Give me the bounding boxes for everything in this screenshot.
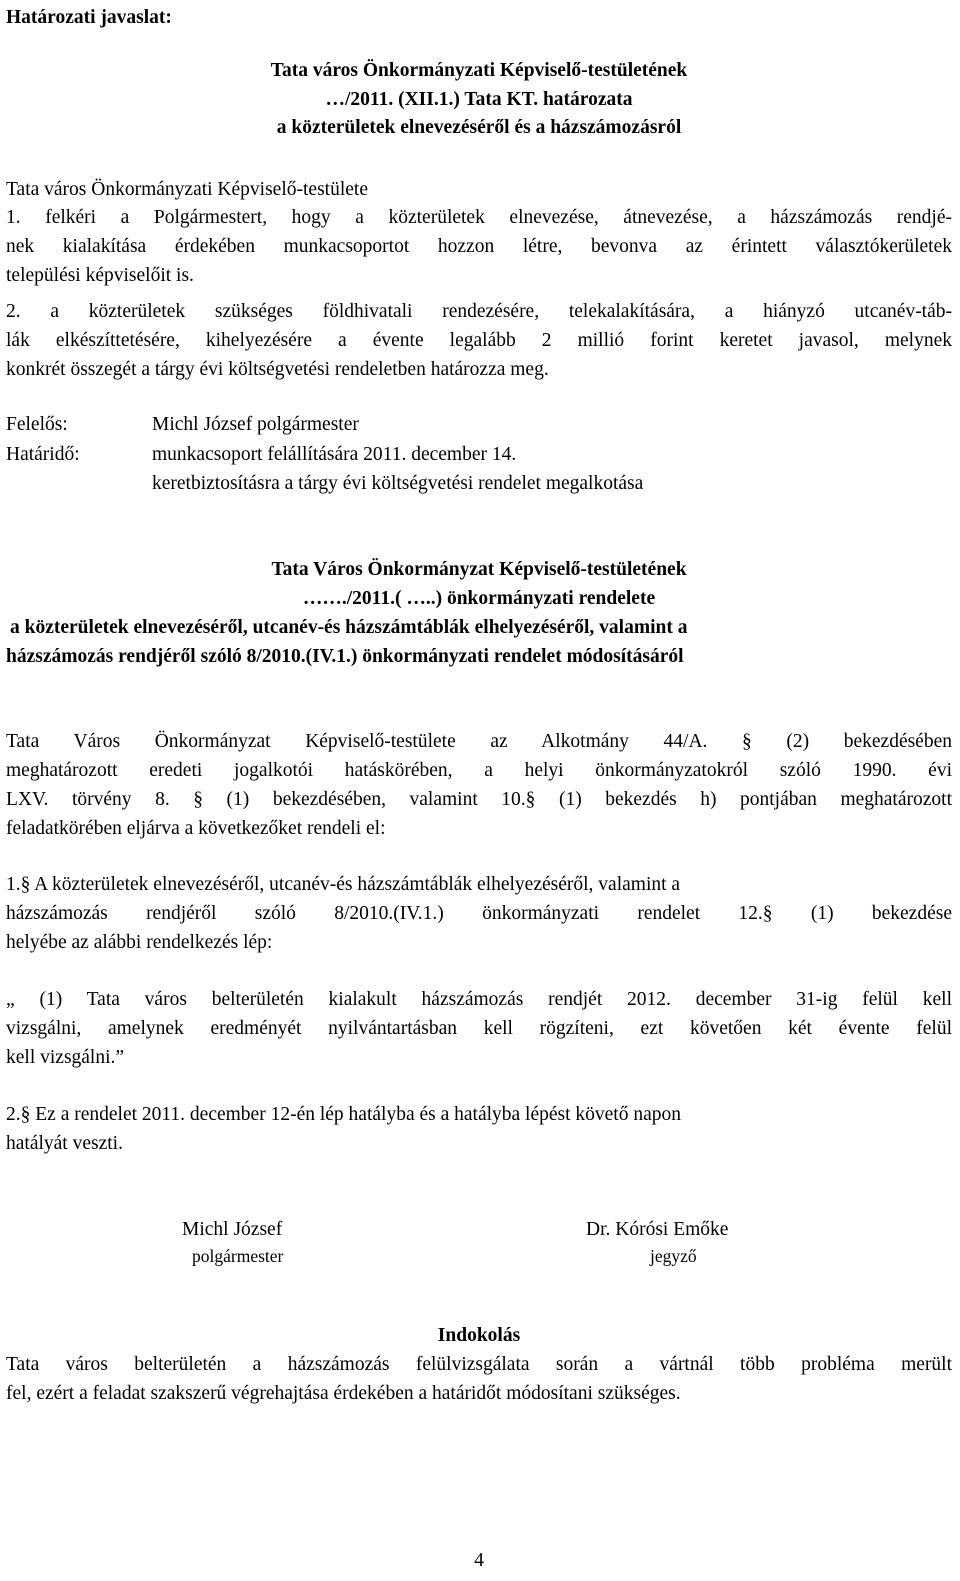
preamble-line-4: feladatkörében eljárva a következőket rendeli el: [6, 818, 386, 839]
item-1-line-3: települési képviselőit is. [6, 265, 194, 286]
deadline-label: Határidő: [6, 444, 80, 465]
signature-left-name: Michl József [182, 1219, 283, 1240]
decree-title-line-1: Tata Város Önkormányzat Képviselő-testületének [271, 559, 687, 580]
quote-line-3: kell vizsgálni.” [6, 1047, 125, 1068]
decree-title-line-3: a közterületek elnevezéséről, utcanév-és házszámtáblák elhelyezéséről, valamint a [10, 617, 688, 638]
decree-title-line-2: ……./2011.( …..) önkormányzati rendelete [302, 588, 656, 609]
deadline-value-2: keretbiztosításra a tárgy évi költségvetési rendelet megalkotása [152, 473, 644, 494]
responsible-value: Michl József polgármester [152, 414, 359, 435]
item-1-line-2: nek kialakítása érdekében munkacsoportot hozzon létre, bevonva az érintett választókerületek [6, 236, 952, 257]
deadline-value-1: munkacsoport felállítására 2011. december 14. [152, 444, 517, 465]
decree-title-line-4: házszámozás rendjéről szóló 8/2010.(IV.1.) önkormányzati rendelet módosításáról [6, 646, 684, 667]
responsible-label: Felelős: [6, 414, 68, 435]
item-2-line-2: lák elkészíttetésére, kihelyezésére a évente legalább 2 millió forint keretet javasol, melynek [6, 330, 952, 351]
justification-heading: Indokolás [437, 1325, 521, 1346]
justification-line-1: Tata város belterületén a házszámozás felülvizsgálata során a vártnál több probléma merült [6, 1354, 952, 1375]
page-number: 4 [474, 1550, 484, 1571]
signature-right-title: jegyző [650, 1246, 697, 1266]
council-line: Tata város Önkormányzati Képviselő-testülete [6, 179, 368, 200]
resolution-title-line-2: …/2011. (XII.1.) Tata KT. határozata [325, 89, 633, 110]
item-2-line-1: 2. a közterületek szükséges földhivatali rendezésére, telekalakítására, a hiányzó utcanév-táb- [6, 301, 952, 322]
item-1-line-1: 1. felkéri a Polgármestert, hogy a közterületek elnevezése, átnevezése, a házszámozás rendjé- [6, 207, 952, 228]
resolution-title-line-3: a közterületek elnevezéséről és a házszámozásról [276, 117, 682, 138]
preamble-line-3: LXV. törvény 8. § (1) bekezdésében, valamint 10.§ (1) bekezdés h) pontjában meghatározott [6, 789, 952, 810]
signature-right-name: Dr. Kórósi Emőke [586, 1219, 729, 1240]
section-1-line-2: házszámozás rendjéről szóló 8/2010.(IV.1.) önkormányzati rendelet 12.§ (1) bekezdése [6, 903, 952, 924]
preamble-line-2: meghatározott eredeti jogalkotói hatáskörében, a helyi önkormányzatokról szóló 1990. évi [6, 760, 952, 781]
item-2-line-3: konkrét összegét a tárgy évi költségvetési rendeletben határozza meg. [6, 359, 549, 380]
section-2-line-1: 2.§ Ez a rendelet 2011. december 12-én lép hatályba és a hatályba lépést követő napon [6, 1104, 682, 1125]
quote-line-1: „ (1) Tata város belterületén kialakult házszámozás rendjét 2012. december 31-ig felül kell [6, 989, 952, 1010]
section-heading: Határozati javaslat: [6, 7, 172, 28]
section-2-line-2: hatályát veszti. [6, 1133, 123, 1154]
section-1-line-1: 1.§ A közterületek elnevezéséről, utcanév-és házszámtáblák elhelyezéséről, valamint a [6, 874, 681, 895]
preamble-line-1: Tata Város Önkormányzat Képviselő-testülete az Alkotmány 44/A. § (2) bekezdésében [6, 731, 952, 752]
resolution-title-line-1: Tata város Önkormányzati Képviselő-testületének [270, 60, 688, 81]
signature-left-title: polgármester [192, 1246, 284, 1266]
justification-line-2: fel, ezért a feladat szakszerű végrehajtása érdekében a határidőt módosítani szükséges. [6, 1383, 681, 1404]
section-1-line-3: helyébe az alábbi rendelkezés lép: [6, 932, 273, 953]
quote-line-2: vizsgálni, amelynek eredményét nyilvántartásban kell rögzíteni, ezt követően két évente felül [6, 1018, 952, 1039]
